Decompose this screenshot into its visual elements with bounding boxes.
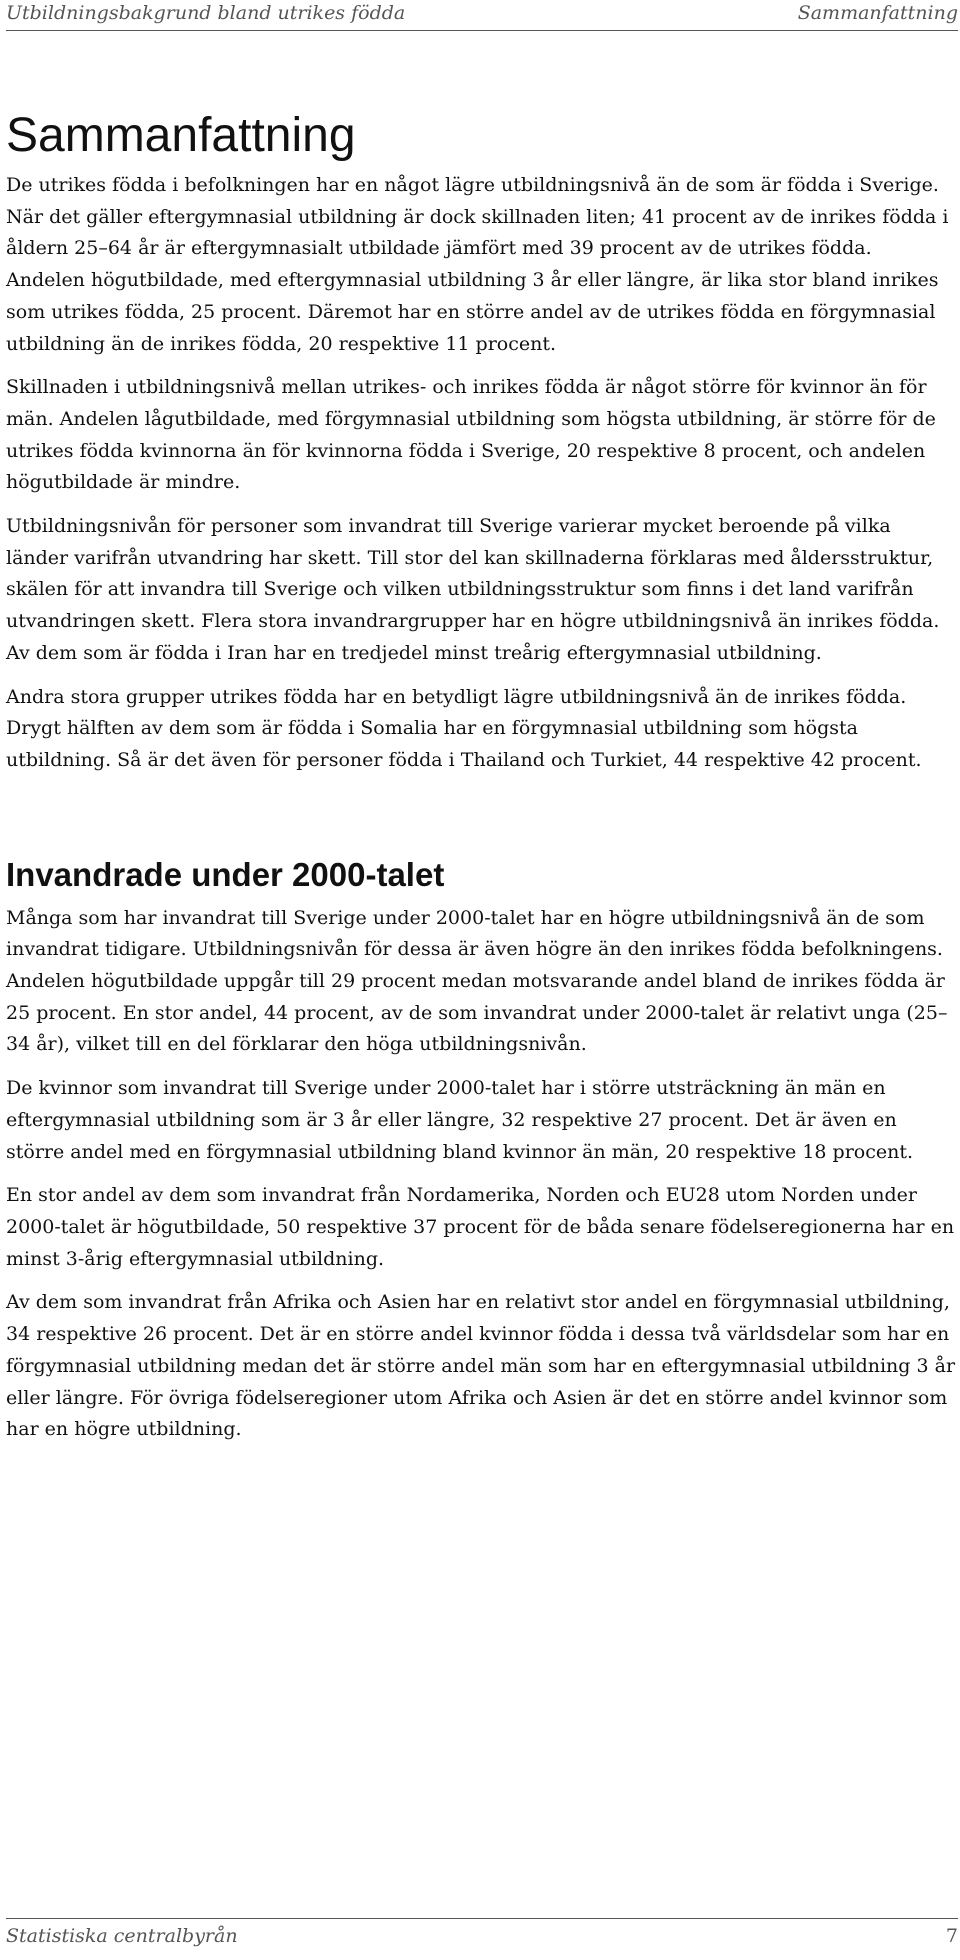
- page-number: 7: [945, 1925, 958, 1947]
- header-section-title: Sammanfattning: [797, 2, 958, 24]
- running-footer: [6, 1918, 958, 1949]
- section-paragraph-2: De kvinnor som invandrat till Sverige under 2000-talet har i större utsträckning än män en eftergymnasial utbildning som är 3 år eller längre, 32 respektive 27 procent. Det är även en större andel med en förgymnasial utbildning bland kvinnor än män, 20 respektive 18 procent.: [6, 1077, 914, 1163]
- summary-paragraph-3: Utbildningsnivån för personer som invandrat till Sverige varierar mycket beroende på vilka länder varifrån utvandring har skett. Till stor del kan skillnaderna förklaras med åldersstruktur, skälen för att invandra till Sverige och vilken utbildningsstruktur som finns i det land varifrån utvandringen skett. Flera stora invandrargrupper har en högre utbildningsnivå än inrikes födda. Av dem som är födda i Iran har en tredjedel minst treårig eftergymnasial utbildning.: [6, 515, 940, 664]
- footer-publisher: Statistiska centralbyrån: [6, 1925, 238, 1947]
- summary-paragraph-4: Andra stora grupper utrikes födda har en betydligt lägre utbildningsnivå än de inrikes födda. Drygt hälften av dem som är födda i Somalia har en förgymnasial utbildning som högsta utbildning. Så är det även för personer födda i Thailand och Turkiet, 44 respektive 42 procent.: [6, 685, 922, 771]
- section-heading: Invandrade under 2000-talet: [6, 855, 445, 893]
- section-paragraph-3: En stor andel av dem som invandrat från Nordamerika, Norden och EU28 utom Norden under 2000-talet är högutbildade, 50 respektive 37 procent för de båda senare födelseregionerna har en minst 3-årig eftergymnasial utbildning.: [6, 1184, 955, 1270]
- running-header: [6, 0, 958, 31]
- page-content: [6, 110, 956, 1458]
- summary-paragraph-2: Skillnaden i utbildningsnivå mellan utrikes- och inrikes födda är något större för kvinnor än för män. Andelen lågutbildade, med förgymnasial utbildning som högsta utbildning, är större för de utrikes födda kvinnorna än för kvinnorna födda i Sverige, 20 respektive 8 procent, och andelen högutbildade är mindre.: [6, 376, 936, 494]
- section-paragraph-4: Av dem som invandrat från Afrika och Asien har en relativt stor andel en förgymnasial utbildning, 34 respektive 26 procent. Det är en större andel kvinnor födda i dessa två världsdelar som har en förgymnasial utbildning medan det är större andel män som har en eftergymnasial utbildning 3 år eller längre. För övriga födelseregioner utom Afrika och Asien är det en större andel kvinnor som har en högre utbildning.: [6, 1291, 956, 1441]
- section-paragraph-1: Många som har invandrat till Sverige under 2000-talet har en högre utbildningsnivå än de som invandrat tidigare. Utbildningsnivån för dessa är även högre än den inrikes födda befolkningens. Andelen högutbildade uppgår till 29 procent medan motsvarande andel bland de inrikes födda är 25 procent. En stor andel, 44 procent, av de som invandrat under 2000-talet är relativt unga (25–34 år), vilket till en del förklarar den höga utbildningsnivån.: [6, 906, 948, 1056]
- header-document-title: Utbildningsbakgrund bland utrikes födda: [6, 2, 406, 24]
- summary-paragraph-1: De utrikes födda i befolkningen har en något lägre utbildningsnivå än de som är födda i Sverige. När det gäller eftergymnasial utbildning är dock skillnaden liten; 41 procent av de inrikes födda i åldern 25–64 år är eftergymnasialt utbildade jämfört med 39 procent av de utrikes födda. Andelen högutbildade, med eftergymnasial utbildning 3 år eller längre, är lika stor bland inrikes som utrikes födda, 25 procent. Däremot har en större andel av de utrikes födda en förgymnasial utbildning än de inrikes födda, 20 respektive 11 procent.: [6, 174, 949, 355]
- page-title: Sammanfattning: [6, 109, 356, 162]
